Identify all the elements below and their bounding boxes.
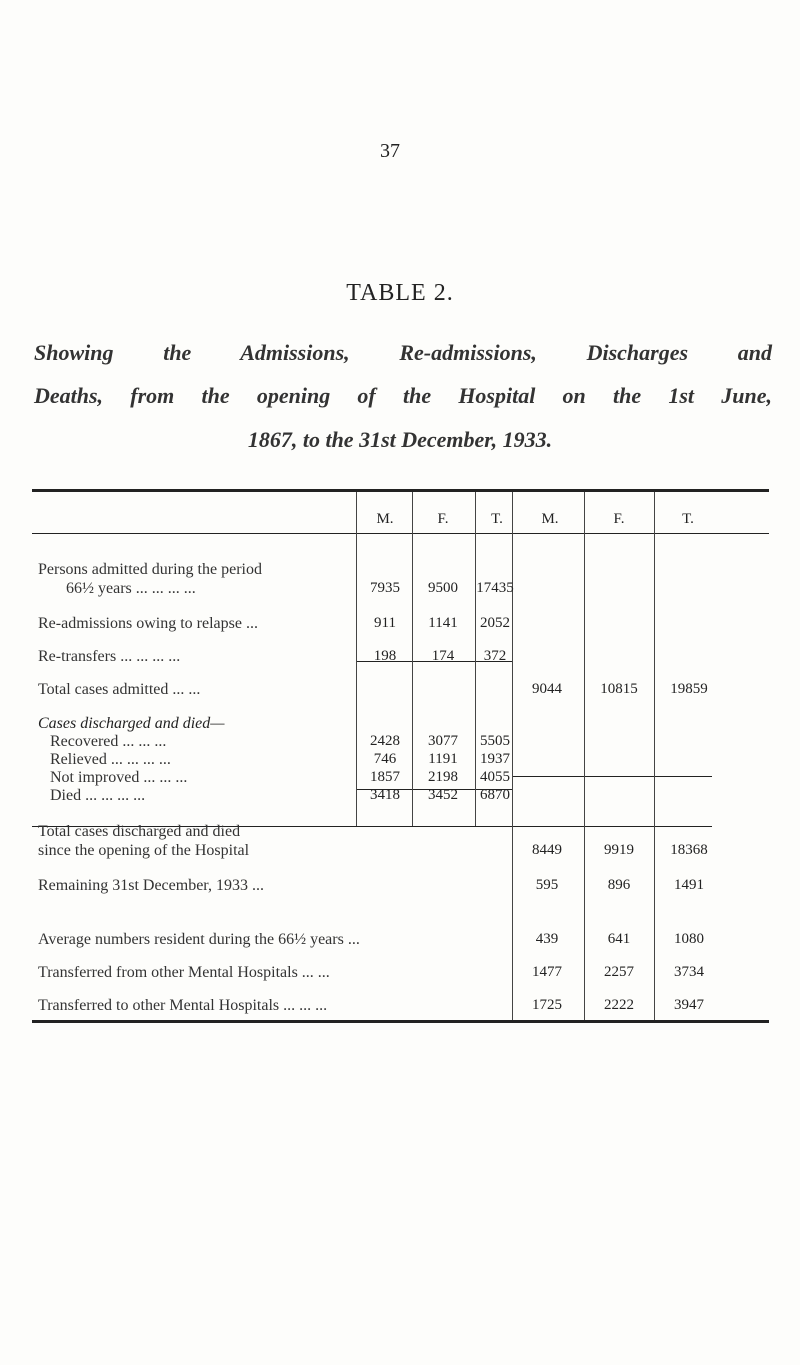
cell-total-admitted-f: 10815 — [600, 681, 638, 697]
row-label-admitted-2: 66½ years ... ... ... ... — [66, 580, 196, 597]
caption-line-2: Deaths, from the opening of the Hospital on the 1st June, — [34, 383, 772, 408]
row-label-total-discharged-2: since the opening of the Hospital — [38, 842, 250, 859]
cell-relieved-f: 1191 — [428, 751, 458, 767]
row-label-not-improved: Not improved ... ... ... — [50, 769, 188, 786]
cell-remaining-m: 595 — [535, 877, 559, 893]
cell-average-f: 641 — [607, 931, 631, 947]
row-label-retransfers: Re-transfers ... ... ... ... — [38, 648, 181, 665]
cell-recovered-m: 2428 — [370, 733, 400, 749]
row-label-total-discharged-1: Total cases discharged and died — [38, 823, 241, 840]
cell-relieved-m: 746 — [373, 751, 397, 767]
header-m2: M. — [541, 511, 559, 527]
row-label-died: Died ... ... ... ... — [50, 787, 146, 804]
header-t1: T. — [491, 511, 503, 527]
row-label-recovered: Recovered ... ... ... — [50, 733, 167, 750]
header-f1: F. — [437, 511, 449, 527]
caption-line-3: 1867, to the 31st December, 1933. — [247, 427, 553, 452]
totals-rule — [512, 776, 712, 777]
cell-retransfers-f: 174 — [431, 648, 455, 664]
cell-recovered-f: 3077 — [428, 733, 458, 749]
cell-total-discharged-t: 18368 — [670, 842, 708, 858]
cell-recovered-t: 5505 — [480, 733, 510, 749]
cell-transferred-from-f: 2257 — [604, 964, 634, 980]
cell-average-m: 439 — [535, 931, 559, 947]
cell-transferred-from-t: 3734 — [674, 964, 704, 980]
cell-died-f: 3452 — [428, 787, 458, 803]
cell-relieved-t: 1937 — [480, 751, 510, 767]
row-label-admitted-1: Persons admitted during the period — [38, 561, 262, 578]
cell-admitted-m: 7935 — [370, 580, 400, 596]
row-label-total-admitted: Total cases admitted ... ... — [38, 681, 201, 698]
cell-total-admitted-t: 19859 — [670, 681, 708, 697]
header-f2: F. — [613, 511, 625, 527]
cell-readmissions-f: 1141 — [428, 615, 458, 631]
header-bottom-rule — [32, 533, 769, 534]
cell-readmissions-m: 911 — [374, 615, 396, 631]
cell-not-improved-t: 4055 — [480, 769, 510, 785]
cell-total-discharged-f: 9919 — [604, 842, 634, 858]
row-label-readmissions: Re-admissions owing to relapse ... — [38, 615, 258, 632]
cell-transferred-from-m: 1477 — [532, 964, 562, 980]
cell-not-improved-m: 1857 — [370, 769, 400, 785]
cell-not-improved-f: 2198 — [428, 769, 458, 785]
caption-line-1: Showing the Admissions, Re-admissions, Discharges and — [34, 340, 772, 365]
cell-retransfers-t: 372 — [483, 648, 507, 664]
cell-remaining-f: 896 — [607, 877, 631, 893]
row-label-remaining: Remaining 31st December, 1933 ... — [38, 877, 264, 894]
table-title: TABLE 2. — [346, 280, 454, 306]
page-number: 37 — [380, 140, 400, 162]
cell-transferred-to-t: 3947 — [674, 997, 704, 1013]
table-bottom-rule — [32, 1020, 769, 1023]
discharged-heading: Cases discharged and died— — [38, 715, 225, 732]
cell-total-admitted-m: 9044 — [532, 681, 562, 697]
cell-admitted-t: 17435 — [476, 580, 514, 596]
cell-remaining-t: 1491 — [674, 877, 704, 893]
row-label-transferred-to: Transferred to other Mental Hospitals ... ... ... — [38, 997, 328, 1014]
row-label-transferred-from: Transferred from other Mental Hospitals ... ... — [38, 964, 330, 981]
row-label-average: Average numbers resident during the 66½ years ... — [38, 931, 360, 948]
cell-average-t: 1080 — [674, 931, 704, 947]
header-m1: M. — [376, 511, 394, 527]
header-t2: T. — [682, 511, 694, 527]
row-label-relieved: Relieved ... ... ... ... — [50, 751, 171, 768]
cell-died-m: 3418 — [370, 787, 400, 803]
cell-died-t: 6870 — [480, 787, 510, 803]
cell-transferred-to-f: 2222 — [604, 997, 634, 1013]
cell-transferred-to-m: 1725 — [532, 997, 562, 1013]
table-top-rule — [32, 489, 769, 492]
cell-retransfers-m: 198 — [373, 648, 397, 664]
cell-total-discharged-m: 8449 — [532, 842, 562, 858]
cell-readmissions-t: 2052 — [480, 615, 510, 631]
cell-admitted-f: 9500 — [428, 580, 458, 596]
